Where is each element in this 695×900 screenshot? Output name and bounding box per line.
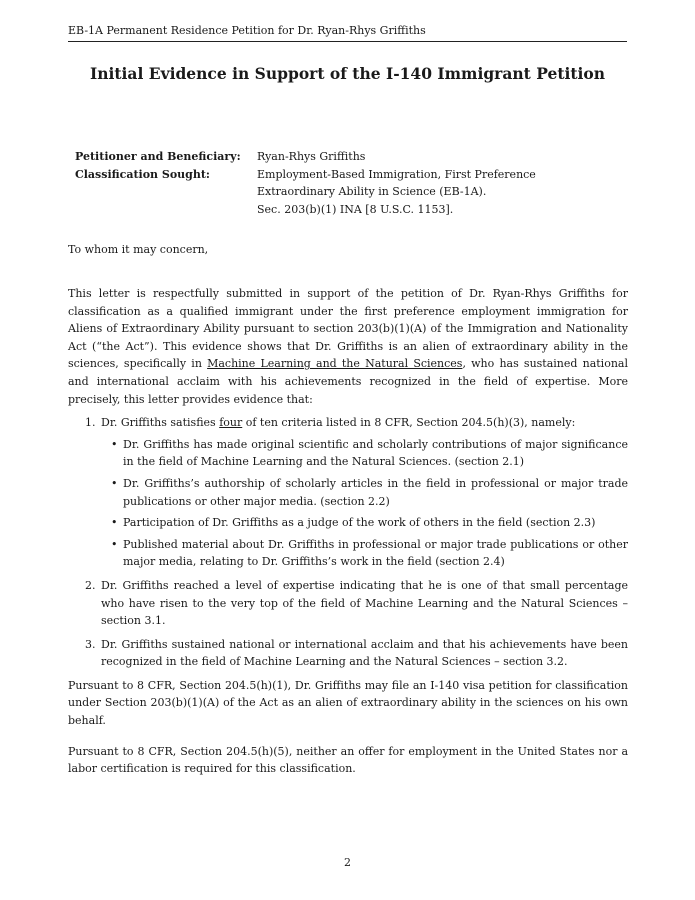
bullet-icon: • (111, 476, 118, 490)
criteria-count: four (219, 416, 243, 430)
criteria-bullet-list (101, 436, 628, 571)
criteria-bullet-text: Participation of Dr. Griffiths as a judge of the work of others in the field (section 2.3) (123, 516, 596, 530)
classification-line: Extraordinary Ability in Science (EB-1A). (257, 185, 487, 198)
criteria-bullet (111, 514, 628, 532)
criteria-list (68, 414, 628, 671)
criteria-item-text: of ten criteria listed in 8 CFR, Section 204.5(h)(3), namely: (242, 416, 576, 430)
classification-value (257, 166, 536, 219)
classification-label: Classification Sought: (75, 167, 210, 181)
bullet-icon: • (111, 537, 118, 551)
field-of-expertise: Machine Learning and the Natural Sciences (207, 357, 463, 371)
running-header (68, 24, 627, 42)
criteria-bullet-text: Dr. Griffiths’s authorship of scholarly articles in the field in professional or major trade publications or other major media. (section 2.2) (123, 476, 628, 508)
criteria-bullet (111, 536, 628, 571)
bullet-icon: • (111, 437, 118, 451)
criteria-item: 2. Dr. Griffiths reached a level of expertise indicating that he is one of that small percentage who have risen to the very top of the field of Machine Learning and the Natural Sciences – section 3.1. (99, 577, 628, 630)
salutation: To whom it may concern, (68, 243, 209, 256)
petitioner-row (75, 148, 536, 166)
classification-row (75, 166, 536, 219)
page-number: 2 (344, 856, 351, 869)
petitioner-label: Petitioner and Beneficiary: (75, 150, 241, 163)
bullet-icon: • (111, 516, 118, 530)
criteria-item (99, 414, 628, 571)
criteria-item: 3. Dr. Griffiths sustained national or international acclaim and that his achievements have been recognized in the field of Machine Learning and the Natural Sciences – section 3.2. (99, 636, 628, 671)
intro-text-start: This letter is respectfully submitted in support of the petition of Dr. Ryan-Rhys Griffiths for classification as a qualified immigrant under the first preference employment immigration for Aliens of Extraordinary Ability pursuant to section 203(b)(1)(A) of the Immigration and Nationality Act (“the Act”). This evidence shows that Dr. Griffiths is an alien of extraordinary ability in the sciences, specifically in (68, 287, 628, 371)
letter-body (68, 285, 628, 778)
criteria-bullet (111, 436, 628, 471)
petitioner-value: Ryan-Rhys Griffiths (257, 150, 366, 163)
classification-line: Employment-Based Immigration, First Preference (257, 167, 536, 181)
criteria-bullet-text: Dr. Griffiths has made original scientific and scholarly contributions of major significance in the field of Machine Learning and the Natural Sciences. (section 2.1) (123, 437, 628, 469)
criteria-bullet-text: Published material about Dr. Griffiths in professional or major trade publications or other major media, relating to Dr. Griffiths’s work in the field (section 2.4) (123, 537, 628, 569)
petition-info-table (75, 148, 536, 218)
intro-paragraph (68, 285, 628, 408)
labor-certification-paragraph: Pursuant to 8 CFR, Section 204.5(h)(5), neither an offer for employment in the United States nor a labor certification is required for this classification. (68, 744, 628, 776)
classification-line: Sec. 203(b)(1) INA [8 U.S.C. 1153]. (257, 202, 454, 216)
criteria-bullet (111, 475, 628, 510)
filing-paragraph: Pursuant to 8 CFR, Section 204.5(h)(1), Dr. Griffiths may file an I-140 visa petition for classification under Section 203(b)(1)(A) of the Act as an alien of extraordinary ability in the sciences on his own behalf. (68, 678, 628, 728)
intro-text-end: , who has sustained national and international acclaim with his achievements recognized in the field of expertise. More precisely, this letter provides evidence that: (68, 357, 628, 406)
running-header-text: EB-1A Permanent Residence Petition for Dr. Ryan-Rhys Griffiths (68, 24, 426, 37)
criteria-item-text: Dr. Griffiths satisfies (101, 416, 220, 430)
document-title: Initial Evidence in Support of the I-140 Immigrant Petition (89, 64, 606, 83)
petition-info (75, 148, 536, 218)
